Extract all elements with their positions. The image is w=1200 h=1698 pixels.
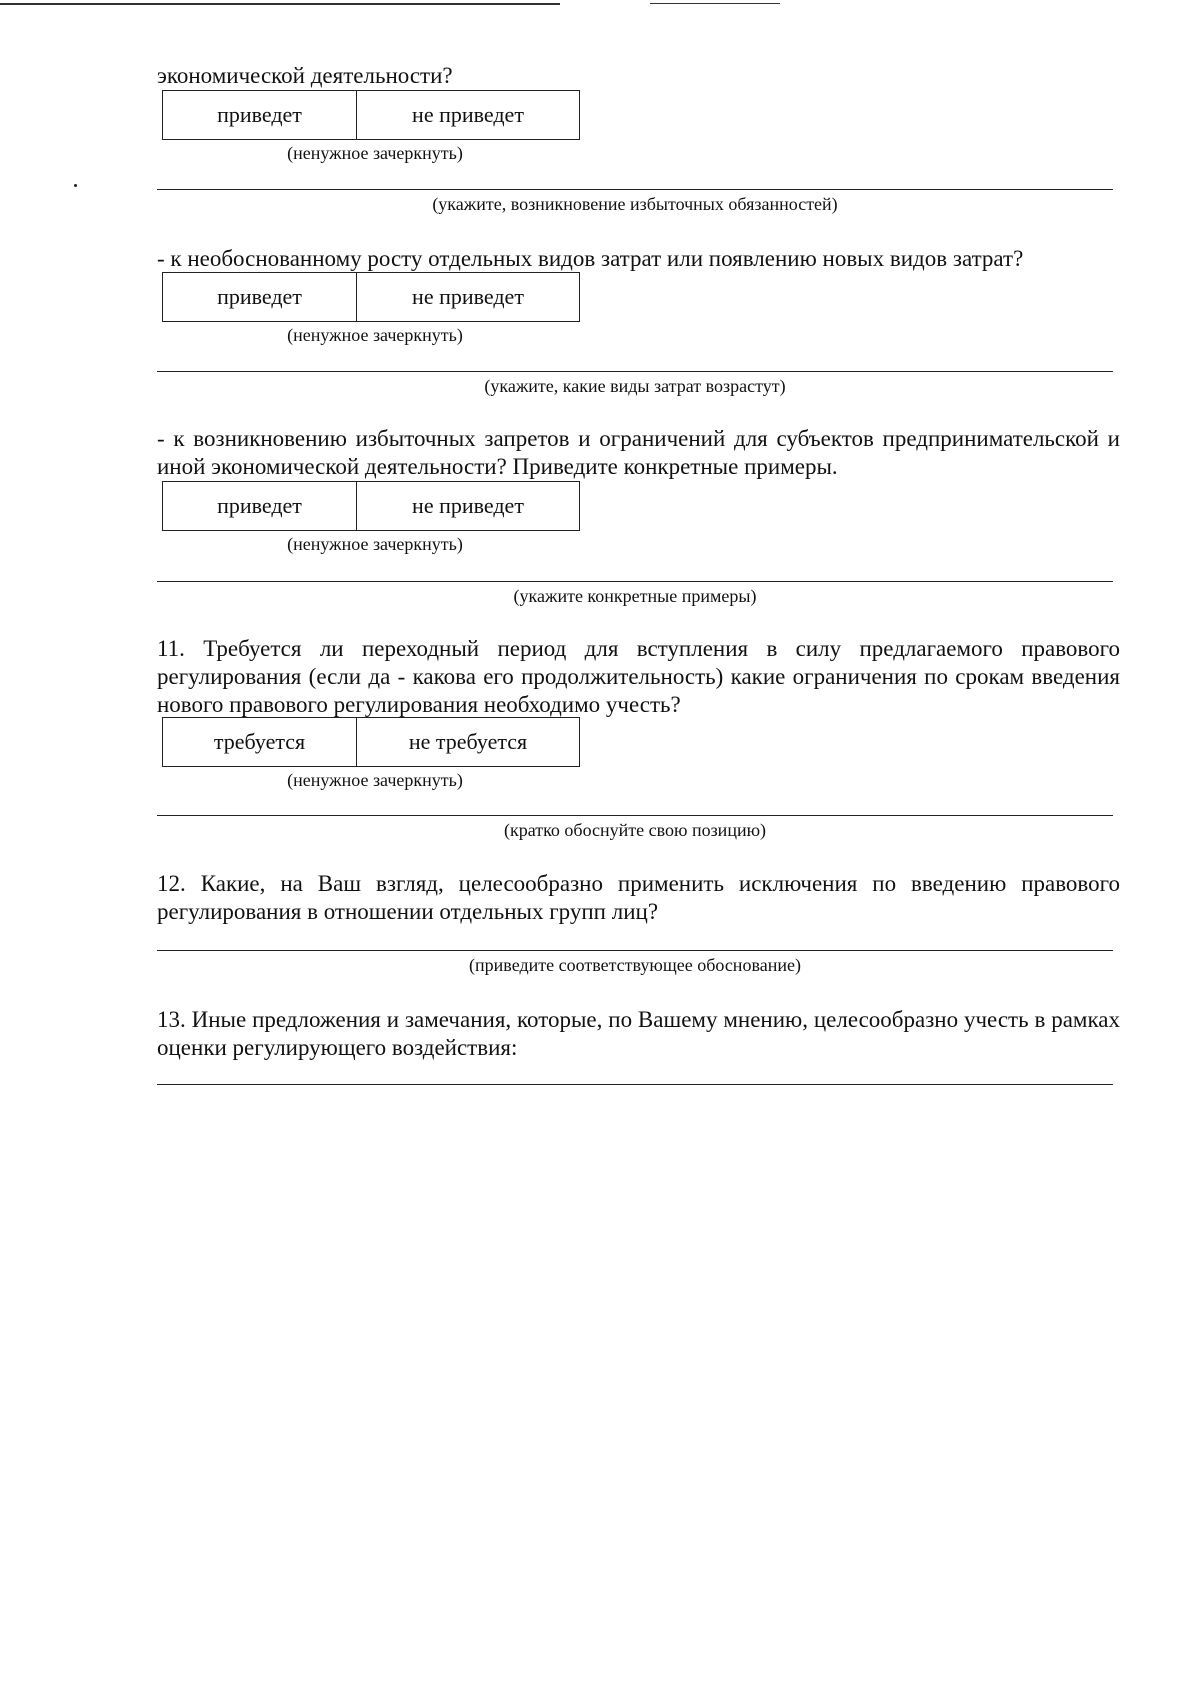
option-yes[interactable]: требуется [163, 718, 357, 766]
question-13: 13. Иные предложения и замечания, которые, по Вашему мнению, целесообразно учесть в рамках оценки регулирующего воздействия: [157, 1007, 1120, 1060]
choice-box [162, 481, 580, 531]
option-no[interactable]: не приведет [412, 102, 524, 127]
strike-note: (ненужное зачеркнуть) [287, 770, 463, 790]
scan-dot [74, 184, 77, 187]
answer-hint: (укажите, какие виды затрат возрастут) [484, 376, 786, 396]
option-yes[interactable]: приведет [163, 273, 357, 321]
answer-line[interactable] [157, 371, 1113, 372]
question-11: 11. Требуется ли переходный период для вступления в силу предлагаемого правового регулирования (если да - какова его продолжительность) какие ограничения по срокам введения нового правового регулирования необходимо учесть? [157, 636, 1120, 717]
answer-line[interactable] [157, 815, 1113, 816]
question-costs: - к необоснованному росту отдельных видов затрат или появлению новых видов затрат? [157, 246, 1024, 271]
strike-note: (ненужное зачеркнуть) [287, 325, 463, 345]
question-12: 12. Какие, на Ваш взгляд, целесообразно применить исключения по введению правового регулирования в отношении отдельных групп лиц? [157, 871, 1120, 924]
answer-line[interactable] [157, 581, 1113, 582]
strike-note: (ненужное зачеркнуть) [287, 143, 463, 163]
choice-box [162, 272, 580, 322]
option-no[interactable]: не приведет [412, 493, 524, 518]
scan-artifact-line [650, 3, 780, 4]
answer-line[interactable] [157, 189, 1113, 190]
answer-line[interactable] [157, 1084, 1113, 1085]
question-tail: экономической деятельности? [157, 63, 453, 88]
answer-hint: (укажите, возникновение избыточных обязанностей) [432, 194, 838, 214]
choice-box [162, 717, 580, 767]
scan-artifact-line [0, 3, 560, 5]
option-no[interactable]: не приведет [412, 284, 524, 309]
option-no[interactable]: не требуется [408, 729, 528, 754]
answer-hint: (укажите конкретные примеры) [513, 586, 757, 606]
answer-line[interactable] [157, 950, 1113, 951]
choice-box [162, 90, 580, 140]
option-yes[interactable]: приведет [163, 91, 357, 139]
answer-hint: (приведите соответствующее обоснование) [469, 955, 801, 975]
answer-hint: (кратко обоснуйте свою позицию) [503, 820, 767, 840]
option-yes[interactable]: приведет [163, 482, 357, 530]
question-restrictions: - к возникновению избыточных запретов и ограничений для субъектов предпринимательской и иной экономической деятельности? Приведите конкретные примеры. [157, 426, 1120, 479]
strike-note: (ненужное зачеркнуть) [287, 534, 463, 554]
